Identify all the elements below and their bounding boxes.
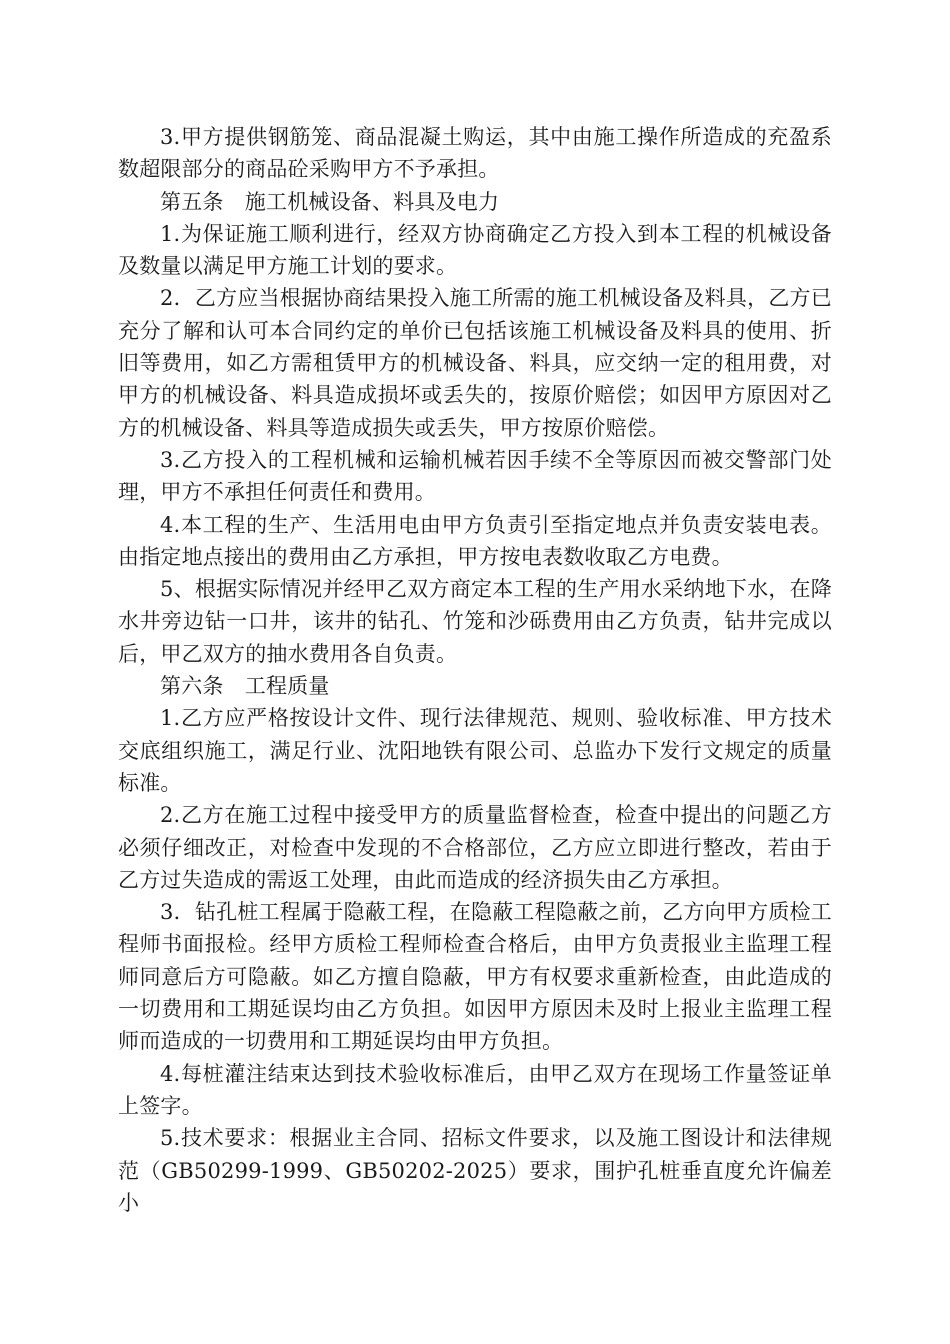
clause-6-item-3: 3．钻孔桩工程属于隐蔽工程，在隐蔽工程隐蔽之前，乙方向甲方质检工程师书面报检。经甲方质检工程师检查合格后，由甲方负责报业主监理工程师同意后方可隐蔽。如乙方擅自隐蔽，甲方有权要求重新检查，由此造成的一切费用和工期延误均由乙方负担。如因甲方原因未及时上报业主监理工程师而造成的一切费用和工期延误均由甲方负担。 [118,900,832,1054]
clause-5-item-5: 5、根据实际情况并经甲乙双方商定本工程的生产用水采纳地下水，在降水井旁边钻一口井，该井的钻孔、竹笼和沙砾费用由乙方负责，钻井完成以后，甲乙双方的抽水费用各自负责。 [118,577,832,666]
clause-4-item-3: 3.甲方提供钢筋笼、商品混凝土购运，其中由施工操作所造成的充盈系数超限部分的商品砼采购甲方不予承担。 [118,125,832,182]
clause-6-item-2: 2.乙方在施工过程中接受甲方的质量监督检查，检查中提出的问题乙方必须仔细改正，对检查中发现的不合格部位，乙方应立即进行整改，若由于乙方过失造成的需返工处理，由此而造成的经济损失由乙方承担。 [118,803,832,892]
clause-5-item-4: 4.本工程的生产、生活用电由甲方负责引至指定地点并负责安装电表。由指定地点接出的费用由乙方承担，甲方按电表数收取乙方电费。 [118,512,832,569]
clause-6-item-5: 5.技术要求：根据业主合同、招标文件要求，以及施工图设计和法律规范（GB50299-1999、GB50202-2025）要求，围护孔桩垂直度允许偏差小 [118,1126,832,1215]
article-6-heading: 第六条 工程质量 [160,674,330,699]
clause-6-item-4: 4.每桩灌注结束达到技术验收标准后，由甲乙双方在现场工作量签证单上签字。 [118,1061,832,1118]
clause-5-item-1: 1.为保证施工顺利进行，经双方协商确定乙方投入到本工程的机械设备及数量以满足甲方施工计划的要求。 [118,221,832,279]
clause-5-item-2: 2．乙方应当根据协商结果投入施工所需的施工机械设备及料具，乙方已充分了解和认可本合同约定的单价已包括该施工机械设备及料具的使用、折旧等费用，如乙方需租赁甲方的机械设备、料具，应交纳一定的租用费，对甲方的机械设备、料具造成损坏或丢失的，按原价赔偿；如因甲方原因对乙方的机械设备、料具等造成损失或丢失，甲方按原价赔偿。 [118,286,832,440]
article-5-heading: 第五条 施工机械设备、料具及电力 [160,189,500,214]
document-body [118,121,832,1219]
clause-5-item-3: 3.乙方投入的工程机械和运输机械若因手续不全等原因而被交警部门处理，甲方不承担任何责任和费用。 [118,447,832,505]
clause-6-item-1: 1.乙方应严格按设计文件、现行法律规范、规则、验收标准、甲方技术交底组织施工，满足行业、沈阳地铁有限公司、总监办下发行文规定的质量标准。 [118,706,832,795]
